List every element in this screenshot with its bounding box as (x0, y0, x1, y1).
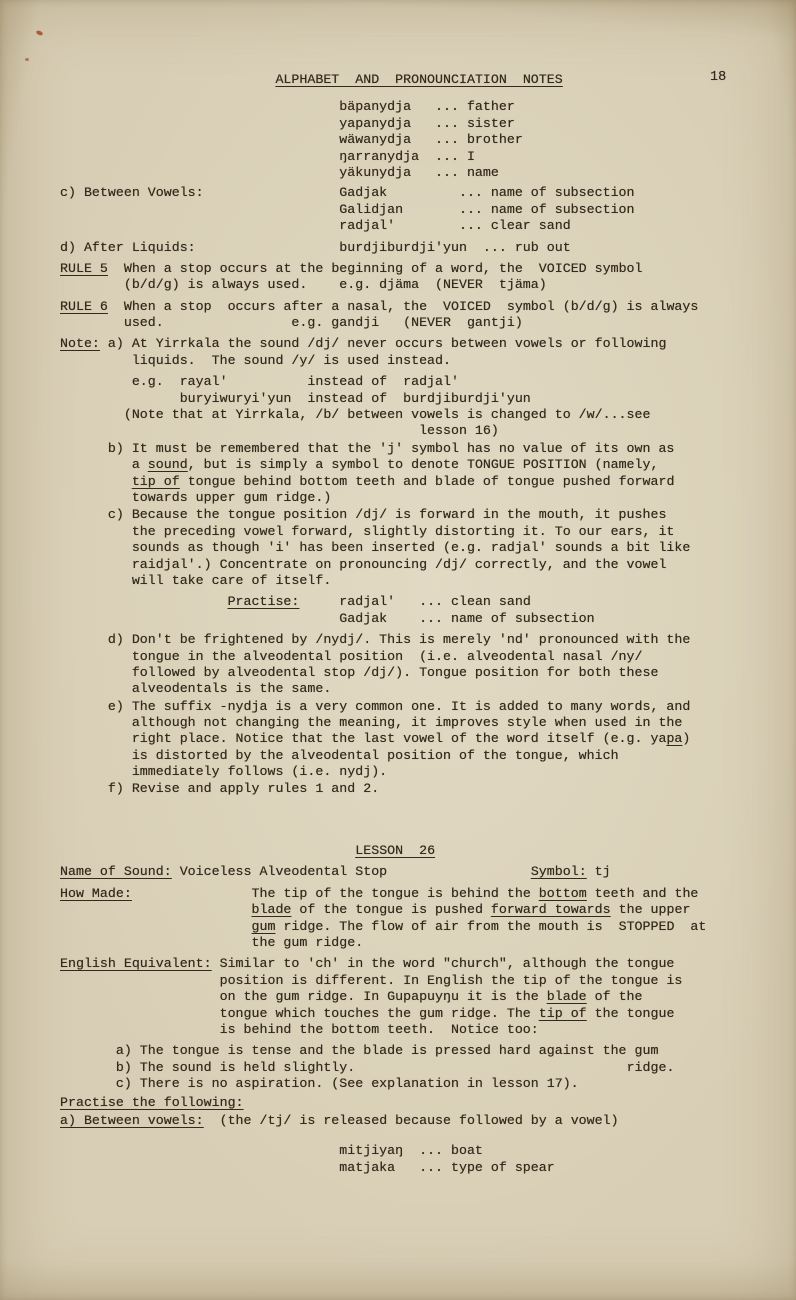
text-line: RULE 5 When a stop occurs at the beginning of a word, the VOICED symbol (60, 260, 643, 276)
text-line: (Note that at Yirrkala, /b/ between vowels is changed to /w/...see (60, 407, 651, 423)
text-line: English Equivalent: Similar to 'ch' in the word "church", although the tongue (60, 956, 675, 972)
ink-speck (25, 58, 29, 61)
text-line: e.g. rayal' instead of radjal' (60, 374, 459, 390)
text-line: position is different. In English the tip of the tongue is (60, 972, 683, 988)
text-line: matjaka ... type of spear (60, 1159, 555, 1175)
text-line: yäkunydja ... name (60, 164, 499, 180)
text-line: c) Between Vowels: Gadjak ... name of subsection (60, 185, 635, 201)
text-line: ALPHABET AND PRONOUNCIATION NOTES (275, 72, 563, 87)
text-line: b) It must be remembered that the 'j' symbol has no value of its own as (60, 440, 675, 456)
text-line: tip of tongue behind bottom teeth and blade of tongue pushed forward (131, 473, 675, 489)
text-line: Note: a) At Yirrkala the sound /dj/ never occurs between vowels or following (60, 336, 667, 352)
text-line: will take care of itself. (60, 572, 332, 588)
text-line: wäwanydja ... brother (60, 132, 523, 148)
text-line: (b/d/g) is always used. e.g. djäma (NEVER tjäma) (60, 277, 547, 293)
text-line: although not changing the meaning, it improves style when used in the (60, 715, 683, 731)
text-line: Gadjak ... name of subsection (60, 610, 595, 626)
text-line: f) Revise and apply rules 1 and 2. (60, 780, 380, 796)
text-line: tongue which touches the gum ridge. The tip of the tongue (60, 1005, 675, 1021)
text-line: followed by alveodental stop /dj/). Tongue position for both these (60, 664, 659, 680)
text-line: mitjiyaŋ ... boat (60, 1143, 483, 1159)
text-line: raidjal'.) Concentrate on pronouncing /dj/ correctly, and the vowel (60, 556, 667, 572)
text-line: a sound, but is simply a symbol to denote TONGUE POSITION (namely, (60, 457, 659, 473)
text-line: towards upper gum ridge.) (60, 489, 332, 505)
text-line: bäpanydja ... father (60, 99, 515, 115)
text-line: the preceding vowel forward, slightly distorting it. To our ears, it (60, 523, 675, 539)
text-line: Name of Sound: Voiceless Alveodental Stop Symbol: tj (60, 864, 611, 880)
text-line: d) Don't be frightened by /nydj/. This is merely 'nd' pronounced with the (60, 632, 691, 648)
text-line: d) After Liquids: burdjiburdji'yun ... rub out (60, 239, 571, 255)
text-line: How Made: The tip of the tongue is behind the bottom teeth and the (60, 885, 699, 901)
text-line: is distorted by the alveodental position of the tongue, which (60, 747, 619, 763)
text-line: is behind the bottom teeth. Notice too: (60, 1021, 539, 1037)
text-line: a) The tongue is tense and the blade is pressed hard against the gum (60, 1043, 659, 1059)
text-line: yapanydja ... sister (60, 115, 515, 131)
text-line: buryiwuryi'yun instead of burdjiburdji'yun (60, 390, 531, 406)
ink-speck (35, 30, 43, 37)
text-line: liquids. The sound /y/ is used instead. (60, 352, 451, 368)
text-line: c) Because the tongue position /dj/ is forward in the mouth, it pushes (60, 507, 667, 523)
text-line: b) The sound is held slightly. ridge. (60, 1059, 675, 1075)
text-line: alveodentals is the same. (60, 681, 332, 697)
text-line: Galidjan ... name of subsection (60, 201, 635, 217)
text-line: Practise: radjal' ... clean sand (227, 594, 531, 610)
text-line: RULE 6 When a stop occurs after a nasal, the VOICED symbol (b/d/g) is always (60, 298, 699, 314)
text-line: the gum ridge. (60, 934, 364, 950)
text-line: LESSON 26 (355, 843, 436, 859)
text-line: immediately follows (i.e. nydj). (60, 764, 388, 780)
text-line: e) The suffix -nydja is a very common one. It is added to many words, and (60, 698, 691, 714)
text-line: lesson 16) (60, 423, 499, 439)
text-line: radjal' ... clear sand (60, 218, 571, 234)
page-number: 18 (710, 70, 727, 85)
text-line: ŋarranydja ... I (60, 148, 475, 164)
text-line: blade of the tongue is pushed forward towards the upper (251, 902, 691, 918)
text-line: sounds as though 'i' has been inserted (e.g. radjal' sounds a bit like (60, 540, 691, 556)
text-line: tongue in the alveodental position (i.e. alveodental nasal /ny/ (60, 648, 643, 664)
text-line: c) There is no aspiration. (See explanation in lesson 17). (60, 1076, 579, 1092)
typewritten-lines (60, 72, 706, 1176)
text-line: on the gum ridge. In Gupapuyŋu it is the blade of the (60, 989, 643, 1005)
text-line: a) Between vowels: (the /tj/ is released because followed by a vowel) (60, 1112, 619, 1128)
text-line: gum ridge. The flow of air from the mouth is STOPPED at (251, 918, 707, 934)
text-line: right place. Notice that the last vowel of the word itself (e.g. yapa) (60, 731, 691, 747)
text-line: Practise the following: (60, 1095, 244, 1111)
text-line: used. e.g. gandji (NEVER gantji) (60, 315, 523, 331)
